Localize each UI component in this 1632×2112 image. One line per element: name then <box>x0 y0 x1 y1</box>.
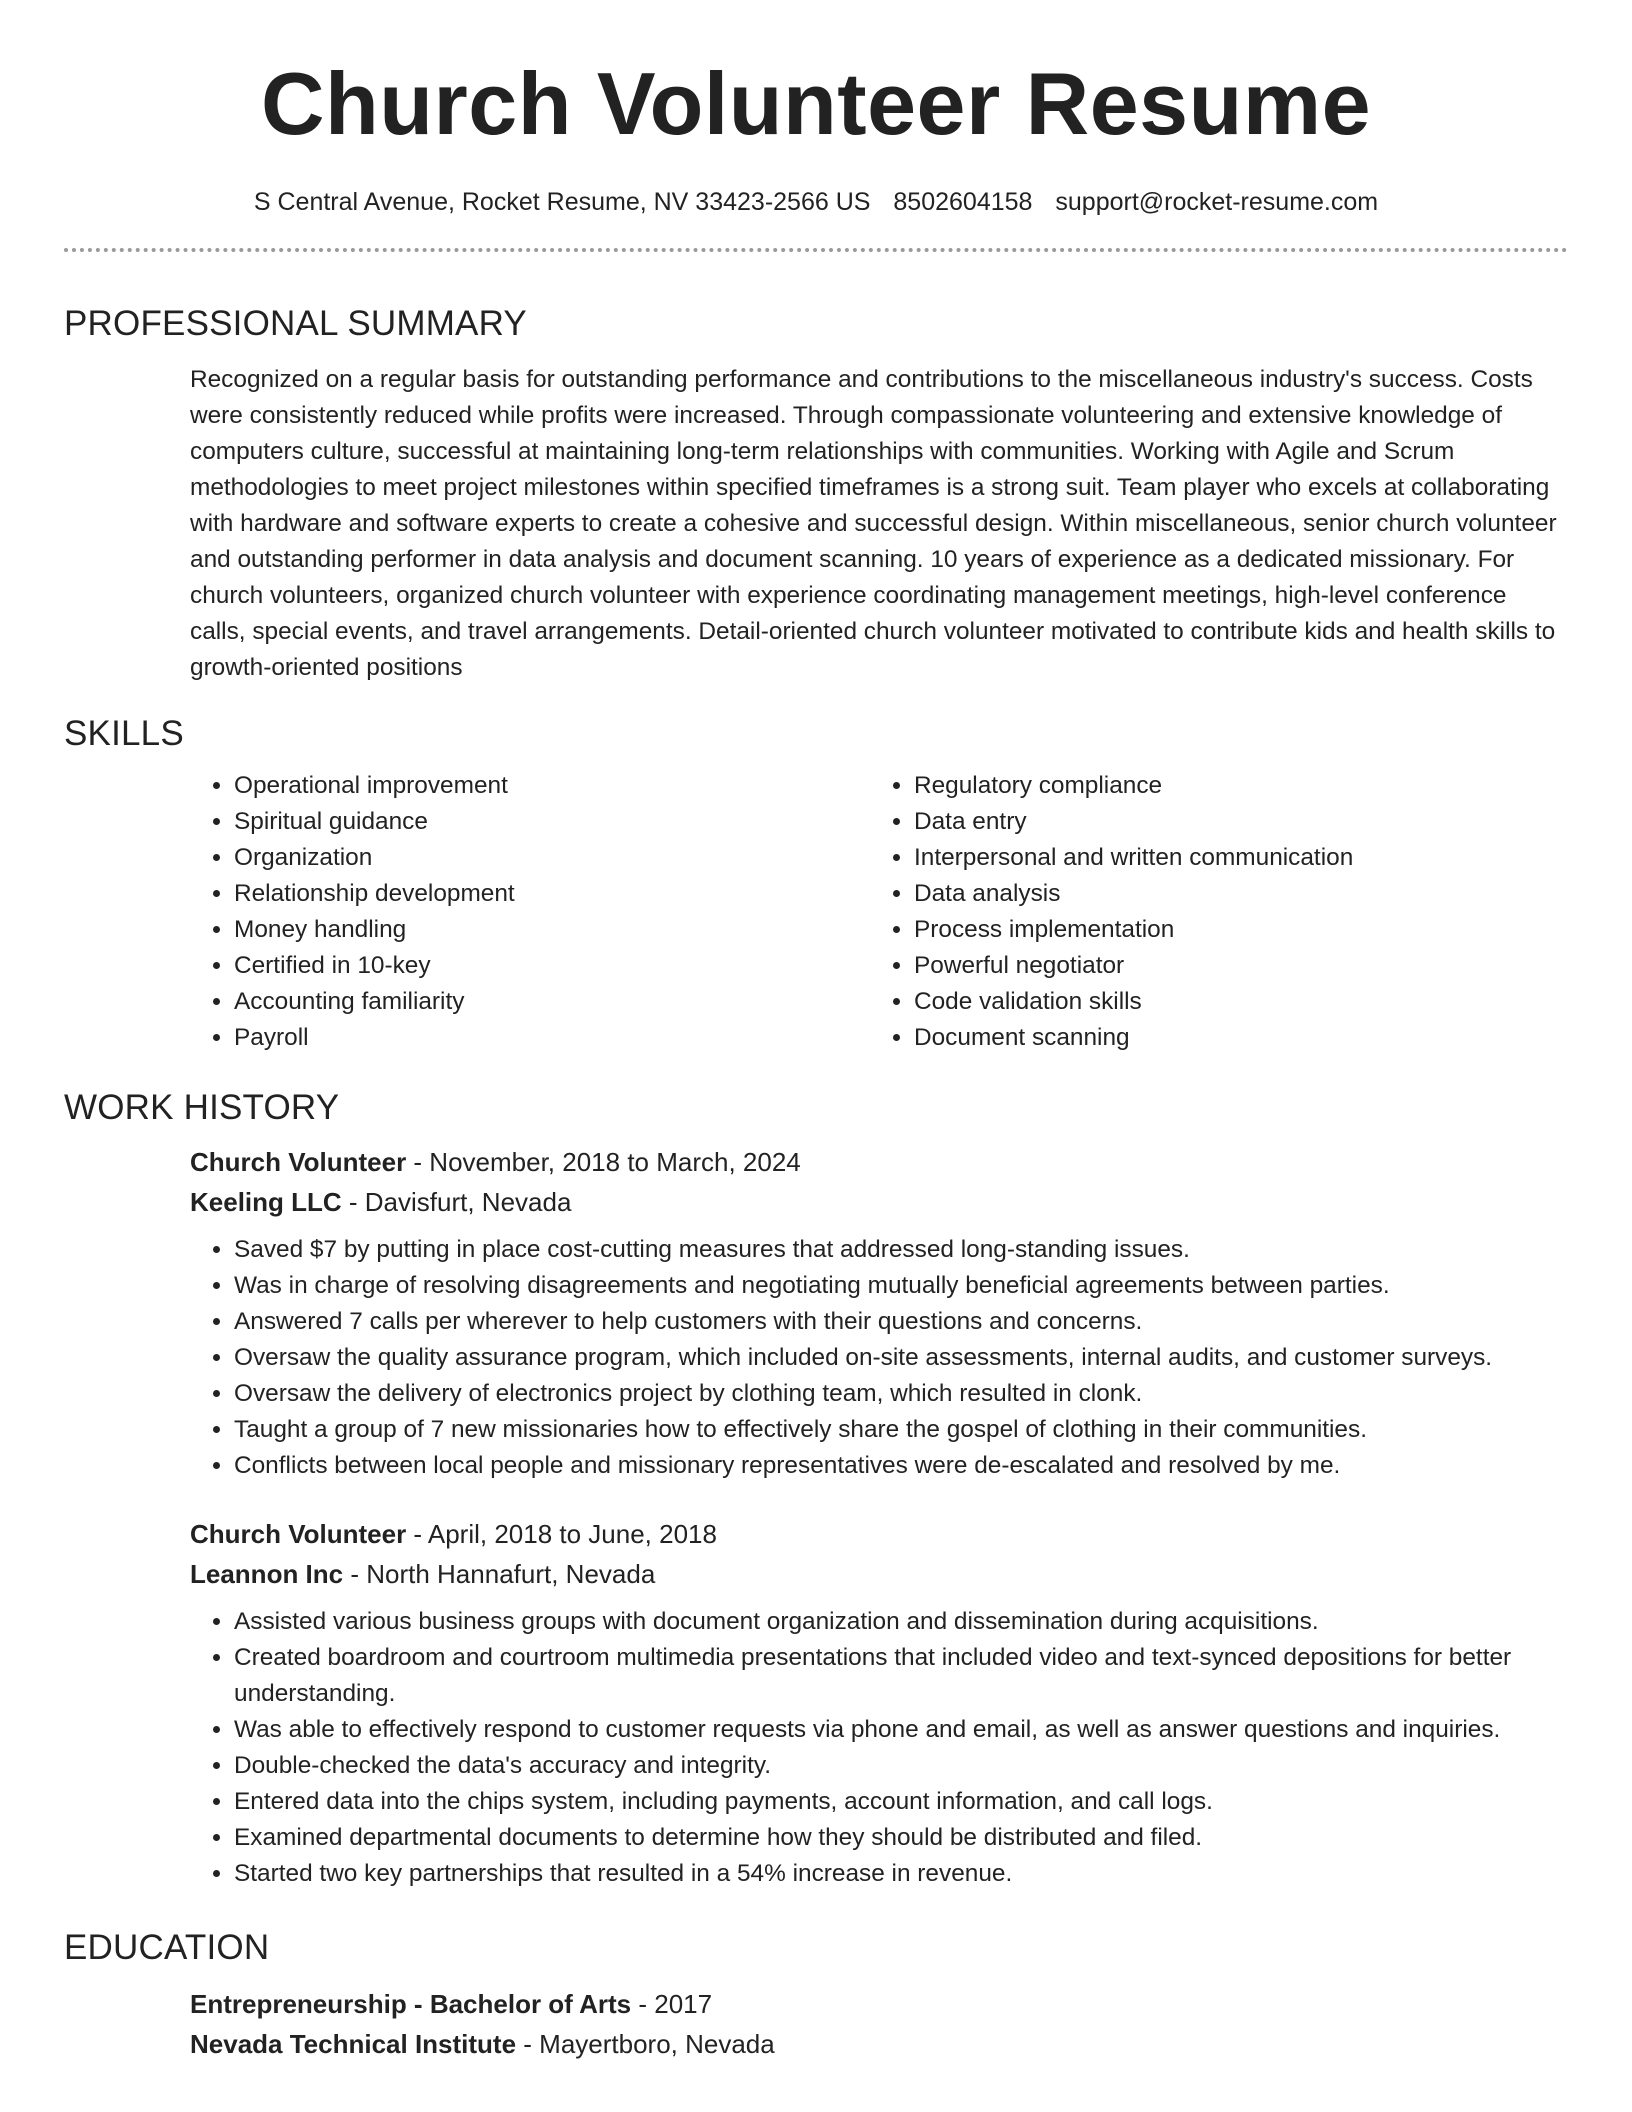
skill-item: • Data entry <box>914 804 1550 840</box>
contact-email: support@rocket-resume.com <box>1055 188 1379 216</box>
job-location: - North Hannafurt, Nevada <box>343 1559 656 1589</box>
education-section <box>64 1926 1568 2064</box>
education-entry <box>190 1984 1568 2064</box>
job-dates: - November, 2018 to March, 2024 <box>406 1147 801 1177</box>
job-company-line <box>190 1182 1568 1222</box>
job-bullet: • Created boardroom and courtroom multimedia presentations that included video and text-synced depositions for better understanding. <box>234 1640 1568 1712</box>
degree-year: - 2017 <box>631 1989 713 2019</box>
header-divider <box>64 248 1568 252</box>
job-dates: - April, 2018 to June, 2018 <box>406 1519 717 1549</box>
skill-item: • Process implementation <box>914 912 1550 948</box>
job-title: Church Volunteer <box>190 1147 407 1177</box>
job-entry <box>190 1142 1568 1484</box>
work-history-heading: WORK HISTORY <box>64 1088 340 1127</box>
education-heading: EDUCATION <box>64 1928 270 1967</box>
skill-item: • Accounting familiarity <box>234 984 870 1020</box>
job-bullet: • Entered data into the chips system, including payments, account information, and call logs. <box>234 1784 1568 1820</box>
skill-item: • Regulatory compliance <box>914 768 1550 804</box>
skill-item: • Spiritual guidance <box>234 804 870 840</box>
skill-item: • Payroll <box>234 1020 870 1056</box>
skills-right-column <box>870 768 1550 1056</box>
skills-section <box>64 712 1568 1056</box>
job-company: Leannon Inc <box>190 1559 344 1589</box>
skills-left-column <box>190 768 870 1056</box>
job-entry <box>190 1514 1568 1892</box>
job-bullet: • Was in charge of resolving disagreements and negotiating mutually beneficial agreements between parties. <box>234 1268 1568 1304</box>
summary-text: Recognized on a regular basis for outstanding performance and contributions to the miscellaneous industry's success. Costs were consistently reduced while profits were increased. Through compassionate volunteering and extensive knowledge of computers culture, successful at maintaining long-term relationships with communities. Working with Agile and Scrum methodologies to meet project milestones within specified timeframes is a strong suit. Team player who excels at collaborating with hardware and software experts to create a cohesive and successful design. Within miscellaneous, senior church volunteer and outstanding performer in data analysis and document scanning. 10 years of experience as a dedicated missionary. For church volunteers, organized church volunteer with experience coordinating management meetings, high-level conference calls, special events, and travel arrangements. Detail-oriented church volunteer motivated to contribute kids and health skills to growth-oriented positions <box>190 366 1557 681</box>
degree-line <box>190 1984 1568 2024</box>
degree: Entrepreneurship - Bachelor of Arts <box>190 1989 632 2019</box>
skills-grid <box>190 768 1568 1056</box>
contact-line <box>64 186 1568 218</box>
job-bullet: • Taught a group of 7 new missionaries how to effectively share the gospel of clothing in their communities. <box>234 1412 1568 1448</box>
skill-item: • Relationship development <box>234 876 870 912</box>
job-company: Keeling LLC <box>190 1187 342 1217</box>
job-bullet: • Oversaw the delivery of electronics project by clothing team, which resulted in clonk. <box>234 1376 1568 1412</box>
resume-title: Church Volunteer Resume <box>260 54 1372 153</box>
skill-item: • Interpersonal and written communication <box>914 840 1550 876</box>
job-bullets <box>190 1604 1568 1892</box>
job-bullet: • Conflicts between local people and missionary representatives were de-escalated and resolved by me. <box>234 1448 1568 1484</box>
contact-address: S Central Avenue, Rocket Resume, NV 33423-2566 US <box>253 188 871 216</box>
job-bullet: • Assisted various business groups with document organization and dissemination during acquisitions. <box>234 1604 1568 1640</box>
job-bullet: • Saved $7 by putting in place cost-cutting measures that addressed long-standing issues. <box>234 1232 1568 1268</box>
summary-section <box>64 302 1568 686</box>
skill-item: • Powerful negotiator <box>914 948 1550 984</box>
job-bullet: • Oversaw the quality assurance program, which included on-site assessments, internal audits, and customer surveys. <box>234 1340 1568 1376</box>
skill-item: • Document scanning <box>914 1020 1550 1056</box>
job-bullet: • Double-checked the data's accuracy and integrity. <box>234 1748 1568 1784</box>
skill-item: • Code validation skills <box>914 984 1550 1020</box>
school-location: - Mayertboro, Nevada <box>516 2029 775 2059</box>
school-line <box>190 2024 1568 2064</box>
job-title-line <box>190 1514 1568 1554</box>
job-bullet: • Was able to effectively respond to customer requests via phone and email, as well as answer questions and inquiries. <box>234 1712 1568 1748</box>
skill-item: • Certified in 10-key <box>234 948 870 984</box>
job-location: - Davisfurt, Nevada <box>341 1187 572 1217</box>
job-bullet: • Started two key partnerships that resulted in a 54% increase in revenue. <box>234 1856 1568 1892</box>
school: Nevada Technical Institute <box>190 2029 517 2059</box>
job-company-line <box>190 1554 1568 1594</box>
work-history-section <box>64 1086 1568 1892</box>
job-title-line <box>190 1142 1568 1182</box>
contact-phone: 8502604158 <box>893 188 1033 216</box>
job-bullet: • Examined departmental documents to determine how they should be distributed and filed. <box>234 1820 1568 1856</box>
job-bullets <box>190 1232 1568 1484</box>
skill-item: • Operational improvement <box>234 768 870 804</box>
skill-item: • Money handling <box>234 912 870 948</box>
job-bullet: • Answered 7 calls per wherever to help customers with their questions and concerns. <box>234 1304 1568 1340</box>
job-title: Church Volunteer <box>190 1519 407 1549</box>
skills-heading: SKILLS <box>64 714 184 753</box>
summary-heading: PROFESSIONAL SUMMARY <box>64 304 527 343</box>
skill-item: • Data analysis <box>914 876 1550 912</box>
skill-item: • Organization <box>234 840 870 876</box>
